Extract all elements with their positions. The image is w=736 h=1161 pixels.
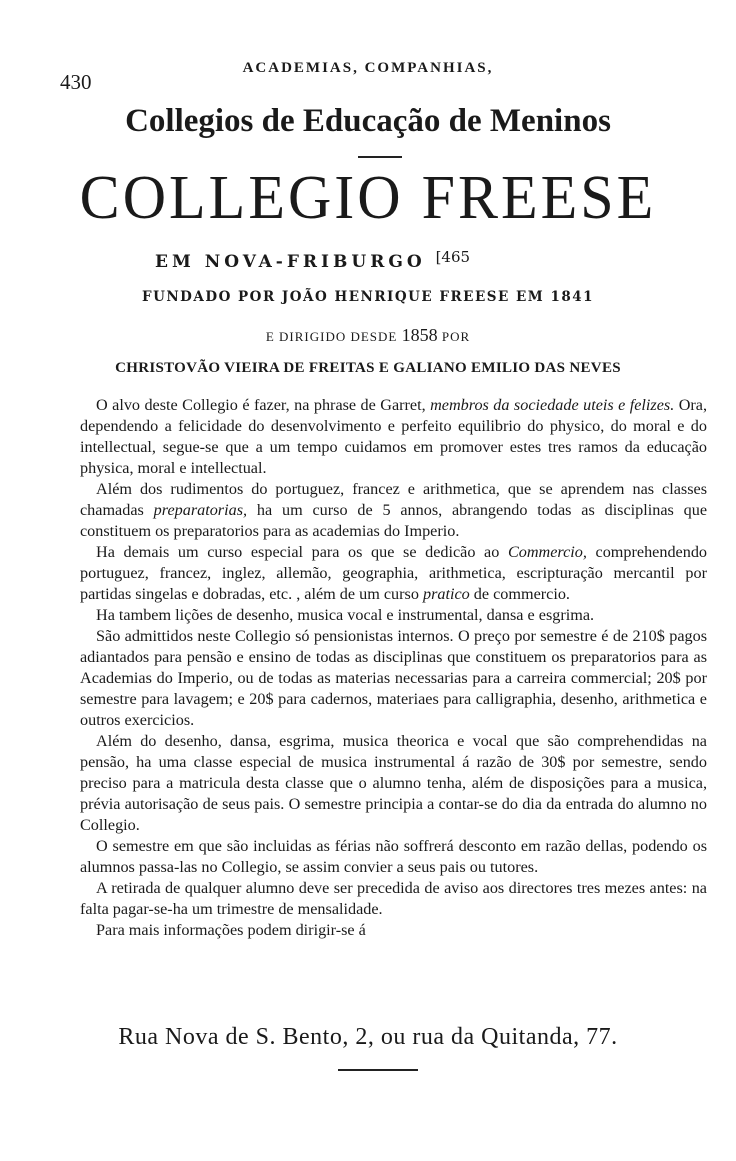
paragraph-italic: preparatorias,	[153, 501, 248, 519]
section-title: Collegios de Educação de Meninos	[125, 103, 611, 139]
title-divider	[358, 156, 402, 158]
main-title: COLLEGIO FREESE	[79, 162, 657, 232]
paragraph	[80, 395, 707, 479]
directors-names: CHRISTOVÃO VIEIRA DE FREITAS E GALIANO EMILIO DAS NEVES	[115, 360, 621, 376]
paragraph-text: São admittidos neste Collegio só pensionistas internos. O preço por semestre é de 210$ pagos adiantados para pensão e ensino de todas as disciplinas que constituem os preparatorios para as Academias do Imperio, ou de todas as materias necessarias para a carreira commercial; 20$ por semestre para lavagem; e 20$ para cadernos, materiaes para calligraphia, desenho, arithmetica e outros exercicios.	[80, 627, 707, 729]
paragraph	[80, 878, 707, 920]
bottom-divider	[338, 1069, 418, 1071]
paragraph	[80, 605, 707, 626]
paragraph-text: comprehendendo portuguez, francez, inglez, allemão, geographia, arithmetica, escripturação mercantil por partidas singelas e dobradas, etc. , além de um curso	[80, 543, 708, 603]
paragraph-text: Além do desenho, dansa, esgrima, musica theorica e vocal que são comprehendidas na pensão, ha uma classe especial de musica instrumental á razão de 30$ por semestre, sendo preciso para a matricula desta classe que o alumno tenha, além de disposições para a musica, prévia autorisação de seus pais. O semestre principia a contar-se do dia da entrada do alumno no Collegio.	[80, 732, 707, 834]
address-line: Rua Nova de S. Bento, 2, ou rua da Quitanda, 77.	[118, 1024, 618, 1050]
paragraph	[80, 836, 707, 878]
paragraph-text: O alvo deste Collegio é fazer, na phrase de Garret,	[96, 396, 426, 414]
paragraph	[80, 731, 707, 836]
directed-before: E DIRIGIDO DESDE	[265, 329, 398, 344]
directed-after: POR	[441, 329, 471, 344]
founded-line: FUNDADO POR JOÃO HENRIQUE FREESE EM 1841	[141, 289, 595, 305]
location-subtitle	[155, 248, 470, 272]
directed-year: 1858	[401, 325, 438, 345]
paragraph-text: ha um curso de 5 annos, abrangendo todas as disciplinas que constituem os preparatorios para as academias do Imperio.	[80, 501, 708, 540]
running-header: ACADEMIAS, COMPANHIAS,	[242, 60, 494, 76]
directed-line	[0, 325, 736, 346]
paragraph-italic: membros da sociedade uteis e felizes.	[430, 396, 675, 414]
paragraph-italic: pratico	[422, 585, 470, 603]
page-number: 430	[60, 70, 92, 94]
paragraph	[80, 542, 707, 605]
paragraph-text: O semestre em que são incluidas as férias não soffrerá desconto em razão dellas, podendo os alumnos passa-las no Collegio, se assim convier a seus pais ou tutores.	[80, 837, 707, 876]
paragraph-italic: Commercio,	[507, 543, 587, 561]
paragraph-text: Para mais informações podem dirigir-se á	[96, 921, 366, 939]
paragraph-text: Ora, dependendo a felicidade do desenvolvimento e perfeito equilibrio do physico, do moral e do intellectual, segue-se que a um tempo cuidamos em promover estes tres ramos da educação physica, moral e intellectual.	[80, 396, 708, 477]
paragraph-text: Ha tambem lições de desenho, musica vocal e instrumental, dansa e esgrima.	[96, 606, 595, 624]
paragraph-text: A retirada de qualquer alumno deve ser precedida de aviso aos directores tres mezes antes: na falta pagar-se-ha um trimestre de mensalidade.	[80, 879, 707, 918]
entry-number: [465	[435, 248, 471, 266]
paragraph	[80, 920, 707, 941]
paragraph-text: de commercio.	[473, 585, 570, 603]
paragraph	[80, 479, 707, 542]
paragraph-text: Ha demais um curso especial para os que se dedicão ao	[96, 543, 500, 561]
paragraph-text: Além dos rudimentos do portuguez, francez e arithmetica, que se aprendem nas classes chamadas	[80, 480, 707, 519]
location-gothic-text: EM NOVA-FRIBURGO	[155, 252, 426, 272]
paragraph	[80, 626, 707, 731]
body-text	[80, 395, 707, 941]
